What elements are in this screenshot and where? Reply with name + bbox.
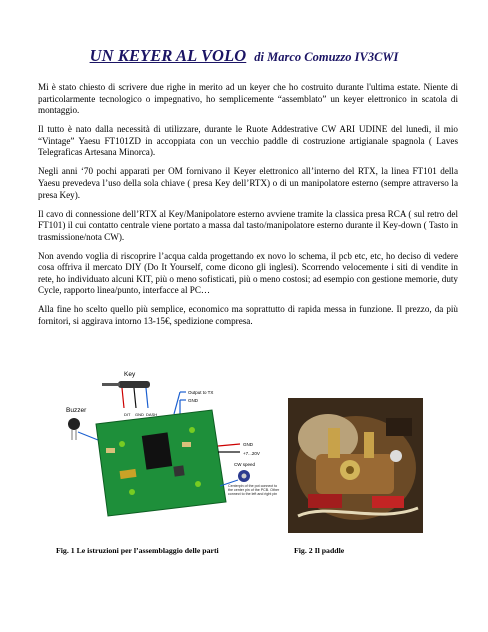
figure-1-caption: Fig. 1 Le istruzioni per l’assemblaggio delle parti	[56, 546, 219, 555]
paragraph: Mi è stato chiesto di scrivere due righe in merito ad un keyer che ho costruito durante l'ultima estate. Niente di particolarmente tecnologico o impegnativo, ho semplicemente “assemblato” un keyer elettronico in scatola di montaggio.	[38, 82, 458, 116]
paragraph: Il tutto è nato dalla necessità di utilizzare, durante le Ruote Addestrative CW ARI UDINE del lunedì, il mio “Vintage” Yaesu FT101ZD in accoppiata con un vecchio paddle di costruzione artigianale spagnola ( Laves Telegraficas Artesana Minorca).	[38, 124, 458, 158]
paragraph: Il cavo di connessione dell’RTX al Key/Manipolatore esterno avviene tramite la classica presa RCA ( sul retro del FT101) il cui contatto centrale viene portato a massa dal tasto/manipolatore esterno durante il Key-down ( Tasto in trasmissione/nota CW).	[38, 208, 458, 242]
page-title	[0, 46, 488, 66]
gnd-label: GND	[243, 442, 253, 447]
key-icon	[102, 381, 150, 408]
article-author: di Marco Comuzzo IV3CWI	[254, 50, 399, 64]
key-label: Key	[124, 371, 136, 378]
article-body	[38, 82, 458, 335]
article-title: UN KEYER AL VOLO	[89, 46, 247, 65]
power-label: +7...20V	[243, 451, 260, 456]
keyer-pcb-diagram	[62, 366, 280, 528]
pcb-board	[96, 410, 226, 516]
dash-pin-label: DASH	[146, 412, 158, 417]
paragraph: Alla fine ho scelto quello più semplice, economico ma soprattutto di rapida messa in funzione. Il prezzo, da più fornitori, si aggirava intorno 13-15€, spedizione compresa.	[38, 304, 458, 327]
pot-wiring-note: Centerpin of the pot connect to the center pin of the PCB. Other connect to the left and right pin	[228, 484, 280, 497]
output-gnd-label: GND	[188, 398, 198, 403]
cw-speed-label: CW speed	[234, 462, 256, 467]
dit-pin-label: DIT	[124, 412, 131, 417]
figure-2-caption: Fig. 2 Il paddle	[294, 546, 345, 555]
paragraph: Negli anni ‘70 pochi apparati per OM fornivano il Keyer elettronico all’interno del RTX, la linea FT101 della Yaesu prevedeva l’uso della sola chiave ( presa Key dell’RTX) o di un manipolatore esterno (sempre attraverso la presa Key).	[38, 166, 458, 200]
output-label: Output to TX	[188, 390, 214, 395]
paragraph: Non avendo voglia di riscoprire l’acqua calda progettando ex novo lo schema, il pcb etc, etc, ho deciso di vedere cosa offriva il mercato DIY (Do It Yourself, come dicono gli inglesi). Scorrendo velocemente i siti di vendite in rete, ho individuato alcuni KIT, più o meno sofisticati, più o meno costosi; ad esempio con gestione memorie, duty Cycle, rapporto linea/punto, interfacce al PC…	[38, 250, 458, 296]
buzzer-label: Buzzer	[66, 407, 87, 414]
gnd-pin-label: GND	[135, 412, 144, 417]
buzzer-icon	[68, 418, 98, 440]
paddle-photo	[288, 398, 423, 533]
